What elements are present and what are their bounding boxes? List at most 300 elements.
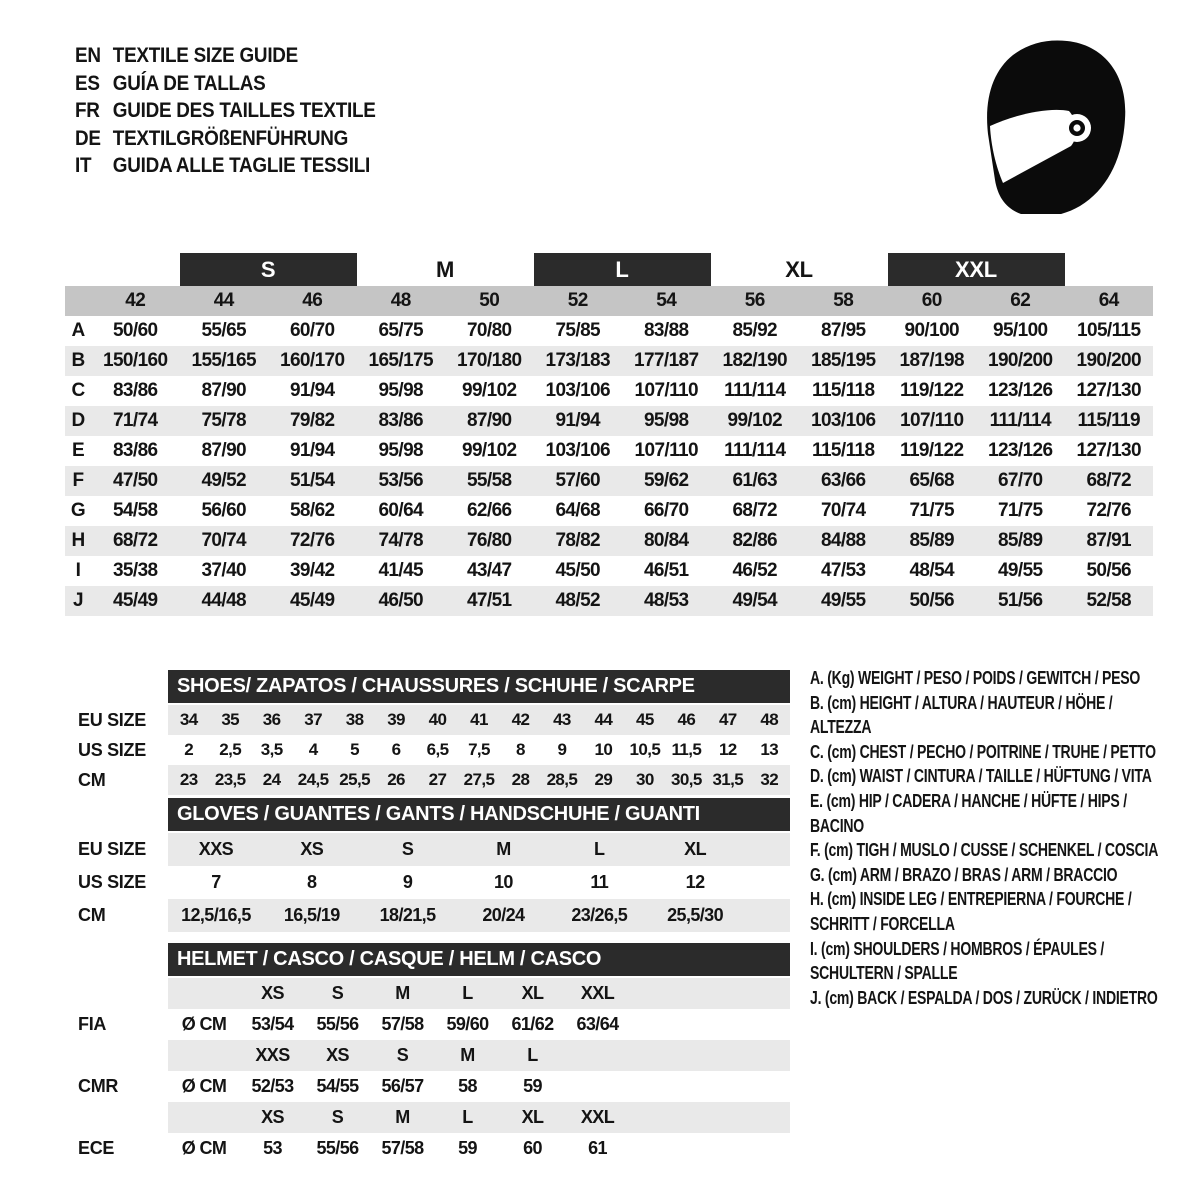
numeric-size: 44 (213, 290, 234, 311)
size-value: 25,5/30 (667, 905, 723, 925)
legend-item: D. (cm) WAIST / CINTURA / TAILLE / HÜFTUNG / VITA (810, 766, 1152, 787)
helmet-size-label: S (331, 1107, 344, 1127)
values-grid (168, 899, 743, 932)
values-band (168, 1009, 790, 1040)
size-value: 35 (221, 710, 240, 729)
size-value: 12,5/16,5 (181, 905, 251, 925)
helmet-size-label: S (396, 1045, 409, 1065)
values-grid (168, 735, 790, 765)
measure-row-b (65, 346, 1153, 376)
numeric-size: 50 (479, 290, 500, 311)
unit-label: Ø CM (181, 1076, 227, 1096)
helmet-size-label: XS (261, 1107, 284, 1127)
measure-value: 45/50 (555, 560, 601, 581)
numeric-size-row (65, 286, 1153, 316)
size-value: 8 (307, 872, 317, 892)
values-grid (168, 978, 790, 1009)
measure-value: 71/75 (909, 500, 955, 521)
size-value: 45 (636, 710, 654, 729)
size-value: 5 (350, 740, 360, 759)
measure-value: 70/74 (820, 500, 866, 521)
measure-value: 79/82 (289, 410, 335, 431)
size-value: 6 (391, 740, 401, 759)
measure-value: 37/40 (201, 560, 247, 581)
helmet-size-label: XL (521, 1107, 544, 1127)
row-label: CM (78, 769, 106, 790)
size-value: 16,5/19 (283, 905, 340, 925)
measurement-legend (810, 666, 1167, 1010)
size-group-row (65, 253, 1153, 286)
values-grid (168, 765, 790, 795)
values-grid (168, 1102, 790, 1133)
helmet-size-value: 54/55 (316, 1076, 359, 1096)
numeric-size: 64 (1098, 290, 1119, 311)
helmet-size-value: 58 (458, 1076, 477, 1096)
size-value: 32 (760, 770, 779, 789)
size-value: 8 (516, 740, 525, 759)
measure-value: 61/63 (732, 470, 778, 491)
size-value: 7,5 (468, 740, 490, 759)
measure-value: 103/106 (545, 380, 610, 401)
size-value: 39 (387, 710, 405, 729)
measure-value: 82/86 (732, 530, 778, 551)
measure-value: 182/190 (722, 350, 787, 371)
measure-value: 87/91 (1086, 530, 1132, 551)
helmet-size-label: M (460, 1045, 475, 1065)
size-group-xxl: XXL (888, 253, 1065, 286)
measure-value: 87/90 (201, 440, 247, 461)
values-band (168, 1040, 790, 1071)
helmet-size-value: 59 (458, 1138, 477, 1158)
measure-value: 56/60 (201, 500, 247, 521)
size-value: 2,5 (219, 740, 242, 759)
helmet-size-value: 53 (263, 1138, 282, 1158)
measure-value: 50/56 (909, 590, 955, 611)
gloves-table-rows (65, 833, 800, 932)
measure-value: 103/106 (545, 440, 610, 461)
size-value: 11 (590, 872, 609, 892)
measure-value: 190/200 (1076, 350, 1141, 371)
values-grid (168, 705, 790, 735)
measure-value: 170/180 (457, 350, 522, 371)
numeric-size: 58 (833, 290, 854, 311)
measure-value: 173/183 (545, 350, 610, 371)
measure-value: 95/98 (643, 410, 689, 431)
size-value: 18/21,5 (379, 905, 436, 925)
measure-value: 107/110 (634, 380, 698, 401)
helmet-size-value: 57/58 (381, 1138, 424, 1158)
size-value: 46 (677, 710, 696, 729)
helmet-size-header-row (65, 978, 800, 1009)
size-value: 10,5 (629, 740, 661, 759)
size-value: 41 (470, 710, 488, 729)
measure-value: 60/64 (378, 500, 424, 521)
measure-value: 99/102 (727, 410, 782, 431)
row-letter: B (71, 350, 85, 371)
values-band (168, 1102, 790, 1133)
measure-value: 47/51 (466, 590, 512, 611)
measure-value: 68/72 (732, 500, 778, 521)
measure-value: 155/165 (191, 350, 256, 371)
measure-value: 91/94 (555, 410, 601, 431)
row-letter: F (72, 470, 84, 491)
shoes-table-title-bar (168, 670, 790, 703)
measure-value: 95/100 (992, 320, 1048, 341)
gloves-size-table (65, 798, 800, 932)
size-value: 4 (308, 740, 318, 759)
values-band (168, 978, 790, 1009)
measure-value: 187/198 (899, 350, 964, 371)
values-band (168, 1071, 790, 1102)
language-row (75, 125, 376, 153)
measure-value: 48/52 (555, 590, 601, 611)
shoes-table-rows (65, 705, 800, 795)
measure-value: 44/48 (201, 590, 247, 611)
measure-value: 150/160 (103, 350, 168, 371)
size-value: 3,5 (260, 740, 283, 759)
sub-row (65, 899, 800, 932)
helmet-size-value: 55/56 (316, 1014, 359, 1034)
measure-row-a (65, 316, 1153, 346)
row-label: CM (78, 905, 106, 925)
measure-value: 95/98 (378, 440, 424, 461)
measure-value: 177/187 (634, 350, 699, 371)
row-letter: C (71, 380, 85, 401)
measure-value: 68/72 (1086, 470, 1132, 491)
size-value: 31,5 (712, 770, 744, 789)
measure-value: 45/49 (289, 590, 335, 611)
helmet-size-value: 56/57 (381, 1076, 424, 1096)
numeric-size: 46 (302, 290, 323, 311)
language-code: ES (75, 71, 100, 95)
measure-value: 35/38 (112, 560, 158, 581)
measure-row-f (65, 466, 1153, 496)
measure-value: 57/60 (555, 470, 601, 491)
values-grid (168, 866, 743, 899)
row-letter: D (71, 410, 85, 431)
measure-value: 84/88 (820, 530, 866, 551)
measure-value: 65/68 (909, 470, 955, 491)
measure-value: 91/94 (289, 440, 335, 461)
legend-item: G. (cm) ARM / BRAZO / BRAS / ARM / BRACCIO (810, 864, 1118, 885)
helmet-size-value: 59 (523, 1076, 542, 1096)
sub-row (65, 866, 800, 899)
legend-item: H. (cm) INSIDE LEG / ENTREPIERNA / FOURCHE / SCHRITT / FORCELLA (810, 889, 1132, 934)
measure-value: 48/53 (643, 590, 689, 611)
helmet-value-row (65, 1133, 800, 1164)
helmet-size-label: L (462, 983, 473, 1003)
row-letter: G (70, 500, 86, 521)
size-value: 30 (636, 770, 654, 789)
language-code: DE (75, 126, 101, 150)
measure-value: 66/70 (643, 500, 689, 521)
helmet-size-header-row (65, 1040, 800, 1071)
measure-value: 45/49 (112, 590, 158, 611)
numeric-size: 62 (1010, 290, 1031, 311)
size-value: 2 (184, 740, 194, 759)
measure-value: 71/75 (997, 500, 1043, 521)
helmet-size-label: XXS (255, 1045, 290, 1065)
measure-value: 67/70 (997, 470, 1043, 491)
measure-value: 43/47 (466, 560, 512, 581)
row-letter: H (71, 530, 85, 551)
legend-item: C. (cm) CHEST / PECHO / POITRINE / TRUHE / PETTO (810, 741, 1156, 762)
size-value: 47 (718, 710, 737, 729)
measure-value: 65/75 (378, 320, 424, 341)
unit-label: Ø CM (181, 1138, 227, 1158)
shoes-size-table (65, 670, 800, 796)
measure-value: 39/42 (289, 560, 335, 581)
row-letter: A (71, 320, 85, 341)
helmet-table-title: HELMET / CASCO / CASQUE / HELM / CASCO (177, 948, 602, 970)
measure-value: 53/56 (378, 470, 424, 491)
measure-value: 76/80 (466, 530, 512, 551)
size-value: 34 (179, 710, 198, 729)
size-value: XL (684, 839, 706, 859)
size-value: 10 (494, 872, 513, 892)
group-spacer (65, 253, 180, 286)
gloves-table-title-bar (168, 798, 790, 831)
helmet-size-value: 61 (588, 1138, 607, 1158)
measure-value: 87/90 (201, 380, 247, 401)
values-band (168, 705, 790, 735)
values-band (168, 899, 790, 932)
values-band (168, 1133, 790, 1164)
measure-value: 58/62 (289, 500, 335, 521)
measure-value: 49/52 (201, 470, 247, 491)
size-value: 42 (511, 710, 530, 729)
language-title: GUIDE DES TAILLES TEXTILE (112, 99, 376, 122)
measure-value: 70/74 (201, 530, 247, 551)
values-grid (168, 1040, 790, 1071)
measure-value: 127/130 (1076, 440, 1141, 461)
size-value: 27 (428, 770, 447, 789)
standard-label: FIA (78, 1014, 107, 1034)
size-value: XS (300, 839, 324, 859)
measure-value: 85/92 (732, 320, 778, 341)
row-label: EU SIZE (78, 709, 146, 730)
measure-value: 74/78 (378, 530, 424, 551)
helmet-size-value: 55/56 (316, 1138, 359, 1158)
language-code: IT (75, 154, 92, 177)
size-value: 40 (428, 710, 447, 729)
measure-row-d (65, 406, 1153, 436)
legend-item: A. (Kg) WEIGHT / PESO / POIDS / GEWITCH / PESO (810, 668, 1141, 688)
helmet-size-label: XS (261, 983, 284, 1003)
measure-value: 70/80 (466, 320, 512, 341)
values-grid (168, 1133, 790, 1164)
measure-value: 123/126 (988, 380, 1053, 401)
measure-value: 62/66 (466, 500, 512, 521)
size-value: 36 (262, 710, 281, 729)
measure-value: 85/89 (997, 530, 1043, 551)
language-row (75, 152, 376, 180)
size-value: XXS (198, 839, 234, 859)
measure-value: 50/60 (112, 320, 158, 341)
helmet-size-label: XXL (580, 1107, 615, 1127)
racing-helmet-icon (970, 36, 1140, 214)
sub-row (65, 765, 800, 795)
size-value: 26 (387, 770, 405, 789)
legend-item: I. (cm) SHOULDERS / HOMBROS / ÉPAULES / SCHULTERN / SPALLE (810, 938, 1105, 984)
helmet-size-value: 57/58 (381, 1014, 424, 1034)
measure-value: 185/195 (811, 350, 876, 371)
numeric-size: 60 (921, 290, 942, 311)
size-value: 11,5 (671, 740, 702, 759)
measure-value: 60/70 (289, 320, 335, 341)
textile-size-table (65, 253, 1153, 616)
measure-value: 71/74 (112, 410, 158, 431)
size-group-m: M (435, 256, 455, 282)
shoes-table-title: SHOES/ ZAPATOS / CHAUSSURES / SCHUHE / SCARPE (177, 675, 695, 697)
measure-value: 85/89 (909, 530, 955, 551)
size-value: 29 (594, 770, 613, 789)
measure-value: 160/170 (280, 350, 345, 371)
helmet-size-label: M (395, 1107, 410, 1127)
language-row (75, 97, 376, 125)
size-group-l: L (534, 253, 711, 286)
sub-row (65, 705, 800, 735)
measure-value: 111/114 (724, 440, 786, 461)
measure-value: 75/78 (201, 410, 247, 431)
measure-value: 119/122 (900, 440, 964, 461)
size-value: 25,5 (339, 770, 370, 789)
size-value: 13 (760, 740, 779, 759)
helmet-value-row (65, 1009, 800, 1040)
row-letter: I (75, 560, 81, 581)
measure-value: 48/54 (909, 560, 955, 581)
measure-value: 103/106 (811, 410, 876, 431)
helmet-size-label: XS (326, 1045, 349, 1065)
measure-value: 46/50 (378, 590, 424, 611)
size-value: 23 (179, 770, 198, 789)
size-value: 6,5 (426, 740, 449, 759)
size-value: 9 (402, 872, 413, 892)
measure-value: 190/200 (988, 350, 1053, 371)
measure-value: 95/98 (378, 380, 424, 401)
measure-value: 83/86 (112, 380, 158, 401)
size-value: 12 (718, 740, 737, 759)
measure-row-g (65, 496, 1153, 526)
size-value: 24 (262, 770, 281, 789)
numeric-size: 54 (656, 290, 677, 311)
helmet-size-label: M (395, 983, 410, 1003)
size-value: 9 (557, 740, 567, 759)
measure-value: 41/45 (378, 560, 424, 581)
measure-value: 90/100 (904, 320, 959, 341)
helmet-size-value: 60 (523, 1138, 542, 1158)
measure-value: 127/130 (1076, 380, 1141, 401)
measure-value: 115/118 (812, 380, 875, 401)
standard-label: CMR (78, 1076, 119, 1096)
measure-row-j (65, 586, 1153, 616)
measure-value: 59/62 (643, 470, 689, 491)
measure-value: 99/102 (461, 440, 517, 461)
measure-value: 83/86 (378, 410, 424, 431)
sub-row (65, 735, 800, 765)
values-grid (168, 833, 743, 866)
measure-value: 123/126 (988, 440, 1053, 461)
measure-value: 50/56 (1086, 560, 1132, 581)
helmet-table-title-bar (168, 943, 790, 976)
legend-item: F. (cm) TIGH / MUSLO / CUSSE / SCHENKEL / COSCIA (810, 840, 1159, 861)
measure-value: 87/95 (820, 320, 866, 341)
size-value: L (594, 839, 605, 859)
values-grid (168, 1009, 790, 1040)
measure-value: 99/102 (461, 380, 517, 401)
language-row (75, 42, 376, 70)
legend-item: E. (cm) HIP / CADERA / HANCHE / HÜFTE / HIPS / BACINO (810, 790, 1127, 836)
helmet-table-rows (65, 978, 800, 1164)
language-code: FR (75, 99, 100, 122)
measure-value: 64/68 (555, 500, 601, 521)
measure-value: 51/54 (289, 470, 335, 491)
size-value: 23/26,5 (571, 905, 628, 925)
helmet-size-label: L (527, 1045, 538, 1065)
measure-value: 78/82 (555, 530, 601, 551)
helmet-size-label: XXL (580, 983, 615, 1003)
measure-value: 115/118 (812, 440, 875, 461)
size-value: 23,5 (214, 770, 246, 789)
sub-row (65, 833, 800, 866)
measure-value: 49/55 (820, 590, 866, 611)
measure-value: 107/110 (634, 440, 698, 461)
row-label: US SIZE (78, 872, 146, 892)
numeric-size: 52 (567, 290, 588, 311)
size-value: M (496, 839, 511, 859)
size-value: 24,5 (297, 770, 329, 789)
values-band (168, 765, 790, 795)
row-letter: J (73, 590, 83, 611)
measure-value: 63/66 (820, 470, 866, 491)
measure-value: 68/72 (112, 530, 158, 551)
size-value: 12 (685, 872, 705, 892)
size-value: 27,5 (463, 770, 495, 789)
values-grid (168, 1071, 790, 1102)
size-value: 43 (553, 710, 571, 729)
measure-value: 91/94 (289, 380, 335, 401)
measure-value: 52/58 (1086, 590, 1132, 611)
language-title: TEXTILGRÖßENFÜHRUNG (112, 126, 349, 150)
size-value: 30,5 (670, 770, 702, 789)
measure-value: 49/55 (997, 560, 1043, 581)
measure-value: 87/90 (466, 410, 512, 431)
helmet-size-header-row (65, 1102, 800, 1133)
letter-spacer (65, 286, 91, 316)
helmet-size-value: 59/60 (446, 1014, 489, 1034)
language-title-list (75, 42, 376, 180)
size-value: 37 (304, 710, 322, 729)
measure-value: 105/115 (1077, 320, 1141, 341)
measure-value: 47/50 (112, 470, 158, 491)
standard-label: ECE (78, 1138, 115, 1158)
size-value: 28,5 (546, 770, 578, 789)
legend-item: B. (cm) HEIGHT / ALTURA / HAUTEUR / HÖHE / ALTEZZA (810, 692, 1113, 738)
helmet-size-label: XL (521, 983, 544, 1003)
legend-item: J. (cm) BACK / ESPALDA / DOS / ZURÜCK / INDIETRO (810, 987, 1158, 1008)
measure-value: 55/65 (201, 320, 247, 341)
measure-value: 51/56 (997, 590, 1043, 611)
helmet-size-value: 63/64 (576, 1014, 619, 1034)
size-value: 38 (345, 710, 364, 729)
measure-value: 111/114 (724, 380, 786, 401)
measure-value: 165/175 (368, 350, 433, 371)
row-label: US SIZE (78, 739, 146, 760)
measure-value: 83/86 (112, 440, 158, 461)
helmet-size-label: S (331, 983, 344, 1003)
size-group-s: S (180, 253, 357, 286)
language-title: GUIDA ALLE TAGLIE TESSILI (112, 154, 370, 177)
